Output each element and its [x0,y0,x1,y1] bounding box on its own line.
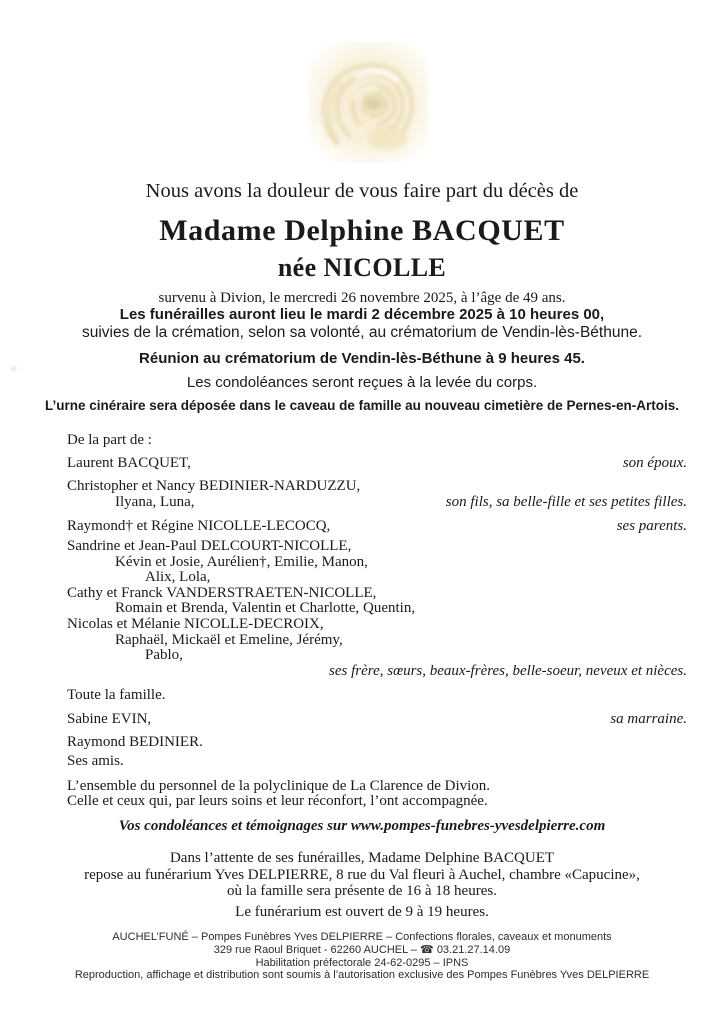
relation-label: sa marraine. [610,710,687,727]
footer [0,931,724,982]
family-line [67,664,687,680]
family-name: Laurent BACQUET, [67,454,191,471]
family-list [67,433,687,810]
condolences-line: Les condoléances seront reçues à la levée du corps. [186,374,538,391]
family-line [67,779,687,795]
wake-block [0,850,724,900]
family-line [67,617,687,633]
family-line [67,555,687,571]
family-line [67,570,687,586]
family-line [67,519,687,535]
relation-label: son époux. [622,454,687,471]
phone-icon: ☎ [420,943,434,956]
family-line [67,479,687,495]
family-name: Sabine EVIN, [67,710,152,727]
funerarium-hours-line: Le funérarium est ouvert de 9 à 19 heures. [235,904,489,920]
family-name: Celle et ceux qui, par leurs soins et leur réconfort, l’ont accompagnée. [67,793,488,810]
family-line [67,794,687,810]
meeting-line: Réunion au crématorium de Vendin-lès-Béthune à 9 heures 45. [139,350,585,367]
footer-address-line [0,944,724,957]
family-name: Toute la famille. [67,687,166,704]
death-info-line: survenu à Divion, le mercredi 26 novembre 2025, à l’âge de 49 ans. [158,290,566,306]
family-line [67,735,687,751]
family-name: Pablo, [145,647,183,664]
family-line [67,712,687,728]
relation-label: son fils, sa belle-fille et ses petites filles. [445,493,687,510]
family-name: Raymond BEDINIER. [67,733,203,750]
family-name: Raymond† et Régine NICOLLE-LECOCQ, [67,518,331,535]
wake-line-2: repose au funérarium Yves DELPIERRE, 8 rue du Val fleuri à Auchel, chambre «Capucine», [84,866,640,883]
funeral-date-line: Les funérailles auront lieu le mardi 2 décembre 2025 à 10 heures 00, [119,306,605,323]
intro-line: Nous avons la douleur de vous faire part du décès de [145,180,579,202]
website-line: Vos condoléances et témoignages sur www.pompes-funebres-yvesdelpierre.com [118,818,606,834]
footer-company-line: AUCHEL’FUNÉ – Pompes Funèbres Yves DELPIERRE – Confections florales, caveaux et monuments [112,931,612,943]
family-name: Sandrine et Jean-Paul DELCOURT-NICOLLE, [67,537,352,554]
cremation-line: suivies de la crémation, selon sa volonté, au crématorium de Vendin-lès-Béthune. [81,324,643,341]
family-line [67,456,687,472]
family-heading-text: De la part de : [67,432,152,448]
family-name: Ilyana, Luna, [115,493,195,510]
footer-habilitation-line: Habilitation préfectorale 24-62-0295 – IPNS [255,956,469,969]
footer-address-text: 329 rue Raoul Briquet - 62260 AUCHEL – [213,943,417,956]
family-name: Raphaël, Mickaël et Emeline, Jérémy, [115,631,343,648]
relation-label: ses frère, sœurs, beaux-frères, belle-soeur, neveux et nièces. [329,662,687,679]
family-line [67,648,687,664]
footer-phone-number: 03.21.27.14.09 [436,943,511,956]
family-line [67,495,687,511]
family-line [67,754,687,770]
family-heading [67,433,687,449]
family-line [67,601,687,617]
family-name: Christopher et Nancy BEDINIER-NARDUZZU, [67,478,361,495]
wake-line-1: Dans l’attente de ses funérailles, Madame Delphine BACQUET [169,850,555,866]
wake-line-3: où la famille sera présente de 16 à 18 heures. [227,883,497,899]
maiden-name: née NICOLLE [277,253,447,282]
family-line [67,633,687,649]
family-name: Ses amis. [67,753,124,770]
family-name: Kévin et Josie, Aurélien†, Emilie, Manon, [115,553,368,570]
family-name: Nicolas et Mélanie NICOLLE-DECROIX, [67,615,324,632]
deceased-name: Madame Delphine BACQUET [159,214,565,247]
rose-photo [308,42,428,162]
family-name: Cathy et Franck VANDERSTRAETEN-NICOLLE, [67,584,377,601]
family-name: Alix, Lola, [145,569,211,586]
relation-label: ses parents. [616,518,687,535]
family-name: L’ensemble du personnel de la polyclinique de La Clarence de Divion. [67,777,491,794]
family-line [67,688,687,704]
family-line [67,539,687,555]
urn-line: L’urne cinéraire sera déposée dans le caveau de famille au nouveau cimetière de Pernes-en-Artois. [44,398,679,413]
family-line [67,586,687,602]
footer-legal-line: Reproduction, affichage et distribution sont soumis à l’autorisation exclusive des Pompes Funèbres Yves DELPIERRE [74,969,650,982]
family-name: Romain et Brenda, Valentin et Charlotte, Quentin, [115,600,416,617]
rose-image [308,42,428,162]
